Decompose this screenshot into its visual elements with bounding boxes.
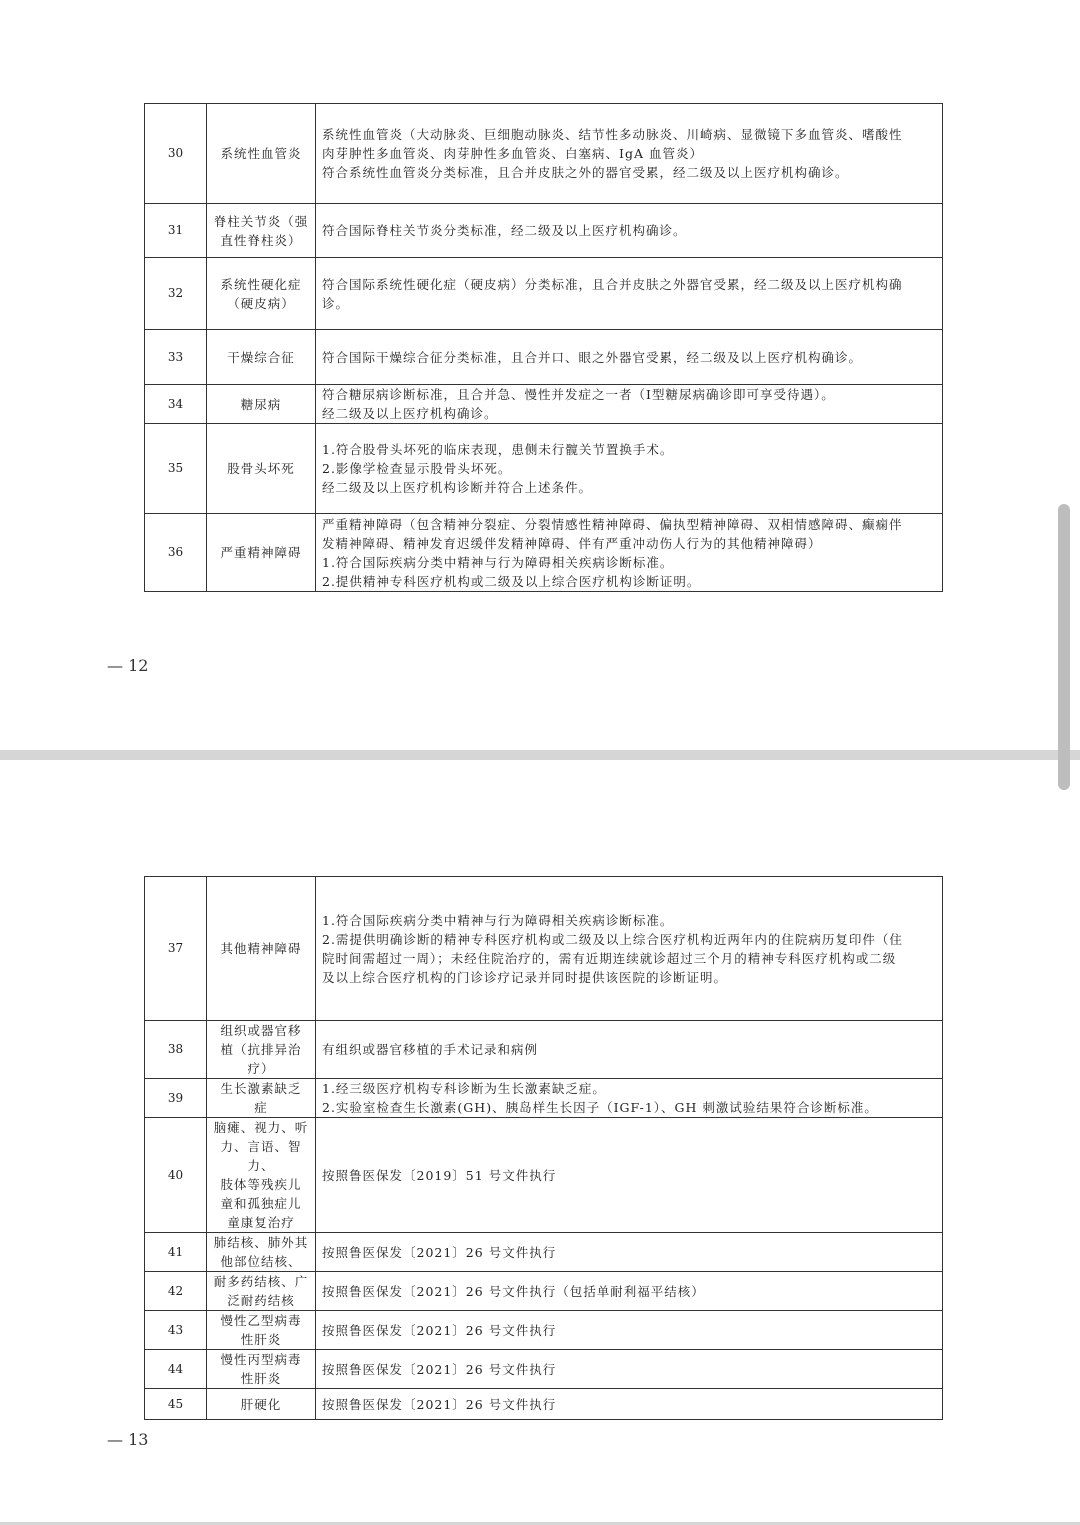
disease-name-line: 疗） xyxy=(247,1061,275,1076)
table-row xyxy=(145,204,943,258)
criteria-line: 按照鲁医保发〔2021〕26 号文件执行（包括单耐利福平结核） xyxy=(322,1283,705,1299)
criteria-line: 符合国际系统性硬化症（硬皮病）分类标准，且合并皮肤之外器官受累，经二级及以上医疗机构确 xyxy=(322,276,903,292)
criteria-line: 按照鲁医保发〔2021〕26 号文件执行 xyxy=(322,1322,557,1338)
disease-name-line: 系统性血管炎 xyxy=(220,146,302,161)
disease-name xyxy=(207,1350,316,1389)
criteria-description xyxy=(316,104,943,204)
disease-name xyxy=(207,514,316,592)
row-number: 42 xyxy=(145,1272,207,1311)
disease-name-line: 生长激素缺乏 xyxy=(220,1081,302,1096)
criteria-line: 按照鲁医保发〔2021〕26 号文件执行 xyxy=(322,1244,557,1260)
disease-name-line: 系统性硬化症 xyxy=(220,276,302,292)
criteria-line: 发精神障碍、精神发育迟缓伴发精神障碍、伴有严重冲动伤人行为的其他精神障碍） xyxy=(322,535,822,551)
criteria-description xyxy=(316,1233,943,1272)
disease-name-line: 其他精神障碍 xyxy=(220,941,302,956)
criteria-line: 1.符合国际疾病分类中精神与行为障碍相关疾病诊断标准。 xyxy=(322,912,674,928)
disease-name-line: 股骨头坏死 xyxy=(227,461,295,476)
disease-table-page-13 xyxy=(144,876,943,1420)
disease-name xyxy=(207,1079,316,1118)
criteria-line: 1.符合国际疾病分类中精神与行为障碍相关疾病诊断标准。 xyxy=(322,554,674,570)
disease-name xyxy=(207,877,316,1021)
row-number: 45 xyxy=(145,1389,207,1420)
disease-name xyxy=(207,1311,316,1350)
criteria-description xyxy=(316,204,943,258)
row-number: 31 xyxy=(145,204,207,258)
page-gap xyxy=(0,750,1080,760)
disease-name-line: 组织或器官移 xyxy=(220,1023,302,1038)
disease-name-line: 肝硬化 xyxy=(240,1396,282,1412)
row-number: 37 xyxy=(145,877,207,1021)
criteria-line: 按照鲁医保发〔2019〕51 号文件执行 xyxy=(322,1167,557,1183)
scrollbar-thumb[interactable] xyxy=(1058,504,1070,790)
row-number: 39 xyxy=(145,1079,207,1118)
disease-name xyxy=(207,330,316,385)
row-number: 32 xyxy=(145,258,207,330)
criteria-description xyxy=(316,1350,943,1389)
disease-name-line: 力、言语、智力、 xyxy=(220,1139,302,1173)
criteria-line: 按照鲁医保发〔2021〕26 号文件执行 xyxy=(322,1396,557,1412)
page-number: — 13 xyxy=(107,1430,149,1449)
criteria-line: 2.提供精神专科医疗机构或二级及以上综合医疗机构诊断证明。 xyxy=(322,573,701,589)
criteria-line: 1.经三级医疗机构专科诊断为生长激素缺乏症。 xyxy=(322,1081,606,1096)
row-number: 34 xyxy=(145,385,207,424)
disease-name-line: 脑瘫、视力、听 xyxy=(213,1120,309,1135)
disease-name-line: 性肝炎 xyxy=(240,1371,282,1386)
disease-name xyxy=(207,1389,316,1420)
criteria-line: 2.影像学检查显示股骨头坏死。 xyxy=(322,461,512,476)
disease-name-line: 糖尿病 xyxy=(240,396,282,412)
disease-name-line: 肢体等残疾儿 xyxy=(220,1177,302,1192)
criteria-description xyxy=(316,1311,943,1350)
table-row xyxy=(145,330,943,385)
criteria-line: 1.符合股骨头坏死的临床表现，患侧未行髋关节置换手术。 xyxy=(322,442,674,457)
disease-name xyxy=(207,104,316,204)
disease-name xyxy=(207,1233,316,1272)
table-row xyxy=(145,1233,943,1272)
criteria-description xyxy=(316,1021,943,1079)
criteria-line: 符合国际脊柱关节炎分类标准，经二级及以上医疗机构确诊。 xyxy=(322,223,687,238)
disease-name-line: 童和孤独症儿 xyxy=(220,1196,302,1211)
disease-name-line: 性肝炎 xyxy=(240,1332,282,1347)
disease-name xyxy=(207,258,316,330)
table-row xyxy=(145,1272,943,1311)
criteria-line: 院时间需超过一周）；未经住院治疗的，需有近期连续就诊超过三个月的精神专科医疗机构或二级 xyxy=(322,950,897,966)
criteria-description xyxy=(316,385,943,424)
criteria-line: 经二级及以上医疗机构诊断并符合上述条件。 xyxy=(322,480,593,495)
criteria-description xyxy=(316,424,943,514)
disease-table-page-12 xyxy=(144,103,943,592)
table-row xyxy=(145,1021,943,1079)
row-number: 30 xyxy=(145,104,207,204)
criteria-line: 2.实验室检查生长激素(GH)、胰岛样生长因子（IGF-1）、GH 刺激试验结果符合诊断标准。 xyxy=(322,1100,878,1115)
criteria-description xyxy=(316,1272,943,1311)
table-row xyxy=(145,1311,943,1350)
table-row xyxy=(145,1350,943,1389)
criteria-line: 符合糖尿病诊断标准，且合并急、慢性并发症之一者（Ⅰ型糖尿病确诊即可享受待遇）。 xyxy=(322,387,835,402)
table-row xyxy=(145,104,943,204)
row-number: 38 xyxy=(145,1021,207,1079)
table-row xyxy=(145,1118,943,1233)
criteria-line: 肉芽肿性多血管炎、肉芽肿性多血管炎、白塞病、IgA 血管炎） xyxy=(322,146,703,161)
disease-name xyxy=(207,424,316,514)
table-row xyxy=(145,385,943,424)
disease-name-line: 童康复治疗 xyxy=(227,1215,295,1230)
disease-name-line: （硬皮病） xyxy=(227,295,295,311)
criteria-description xyxy=(316,1079,943,1118)
criteria-description xyxy=(316,258,943,330)
table-row xyxy=(145,1079,943,1118)
disease-name-line: 干燥综合征 xyxy=(227,349,295,365)
disease-name-line: 耐多药结核、广 xyxy=(213,1274,309,1289)
table-row xyxy=(145,877,943,1021)
disease-name xyxy=(207,1021,316,1079)
row-number: 35 xyxy=(145,424,207,514)
criteria-line: 符合系统性血管炎分类标准，且合并皮肤之外的器官受累，经二级及以上医疗机构确诊。 xyxy=(322,165,849,180)
disease-name-line: 症 xyxy=(254,1100,268,1115)
disease-name-line: 慢性乙型病毒 xyxy=(220,1313,302,1328)
criteria-line: 严重精神障碍（包含精神分裂症、分裂情感性精神障碍、偏执型精神障碍、双相情感障碍、癫痫伴 xyxy=(322,516,903,532)
table-row xyxy=(145,514,943,592)
criteria-description xyxy=(316,514,943,592)
disease-name xyxy=(207,385,316,424)
row-number: 43 xyxy=(145,1311,207,1350)
table-row xyxy=(145,1389,943,1420)
row-number: 44 xyxy=(145,1350,207,1389)
criteria-line: 有组织或器官移植的手术记录和病例 xyxy=(322,1042,539,1057)
disease-name-line: 慢性丙型病毒 xyxy=(220,1352,302,1367)
row-number: 40 xyxy=(145,1118,207,1233)
row-number: 36 xyxy=(145,514,207,592)
criteria-line: 按照鲁医保发〔2021〕26 号文件执行 xyxy=(322,1361,557,1377)
disease-name xyxy=(207,1272,316,1311)
criteria-description xyxy=(316,1389,943,1420)
disease-name-line: 肺结核、肺外其 xyxy=(213,1235,309,1250)
row-number: 41 xyxy=(145,1233,207,1272)
criteria-line: 诊。 xyxy=(322,295,350,311)
disease-name-line: 植（抗排异治 xyxy=(220,1042,302,1057)
criteria-description xyxy=(316,877,943,1021)
criteria-description xyxy=(316,1118,943,1233)
criteria-line: 经二级及以上医疗机构确诊。 xyxy=(322,406,498,421)
criteria-description xyxy=(316,330,943,385)
disease-name xyxy=(207,1118,316,1233)
disease-name-line: 泛耐药结核 xyxy=(227,1293,295,1308)
criteria-line: 系统性血管炎（大动脉炎、巨细胞动脉炎、结节性多动脉炎、川崎病、显微镜下多血管炎、嗜酸性 xyxy=(322,127,903,142)
row-number: 33 xyxy=(145,330,207,385)
disease-name xyxy=(207,204,316,258)
disease-name-line: 直性脊柱炎） xyxy=(220,232,302,248)
criteria-line: 2.需提供明确诊断的精神专科医疗机构或二级及以上综合医疗机构近两年内的住院病历复印件（住 xyxy=(322,931,903,947)
table-row xyxy=(145,424,943,514)
criteria-line: 及以上综合医疗机构的门诊诊疗记录并同时提供该医院的诊断证明。 xyxy=(322,969,728,985)
table-row xyxy=(145,258,943,330)
criteria-line: 符合国际干燥综合征分类标准，且合并口、眼之外器官受累，经二级及以上医疗机构确诊。 xyxy=(322,349,863,365)
disease-name-line: 他部位结核、 xyxy=(220,1254,302,1269)
page-number: — 12 xyxy=(107,656,149,675)
disease-name-line: 严重精神障碍 xyxy=(220,545,302,560)
disease-name-line: 脊柱关节炎（强 xyxy=(213,213,309,229)
